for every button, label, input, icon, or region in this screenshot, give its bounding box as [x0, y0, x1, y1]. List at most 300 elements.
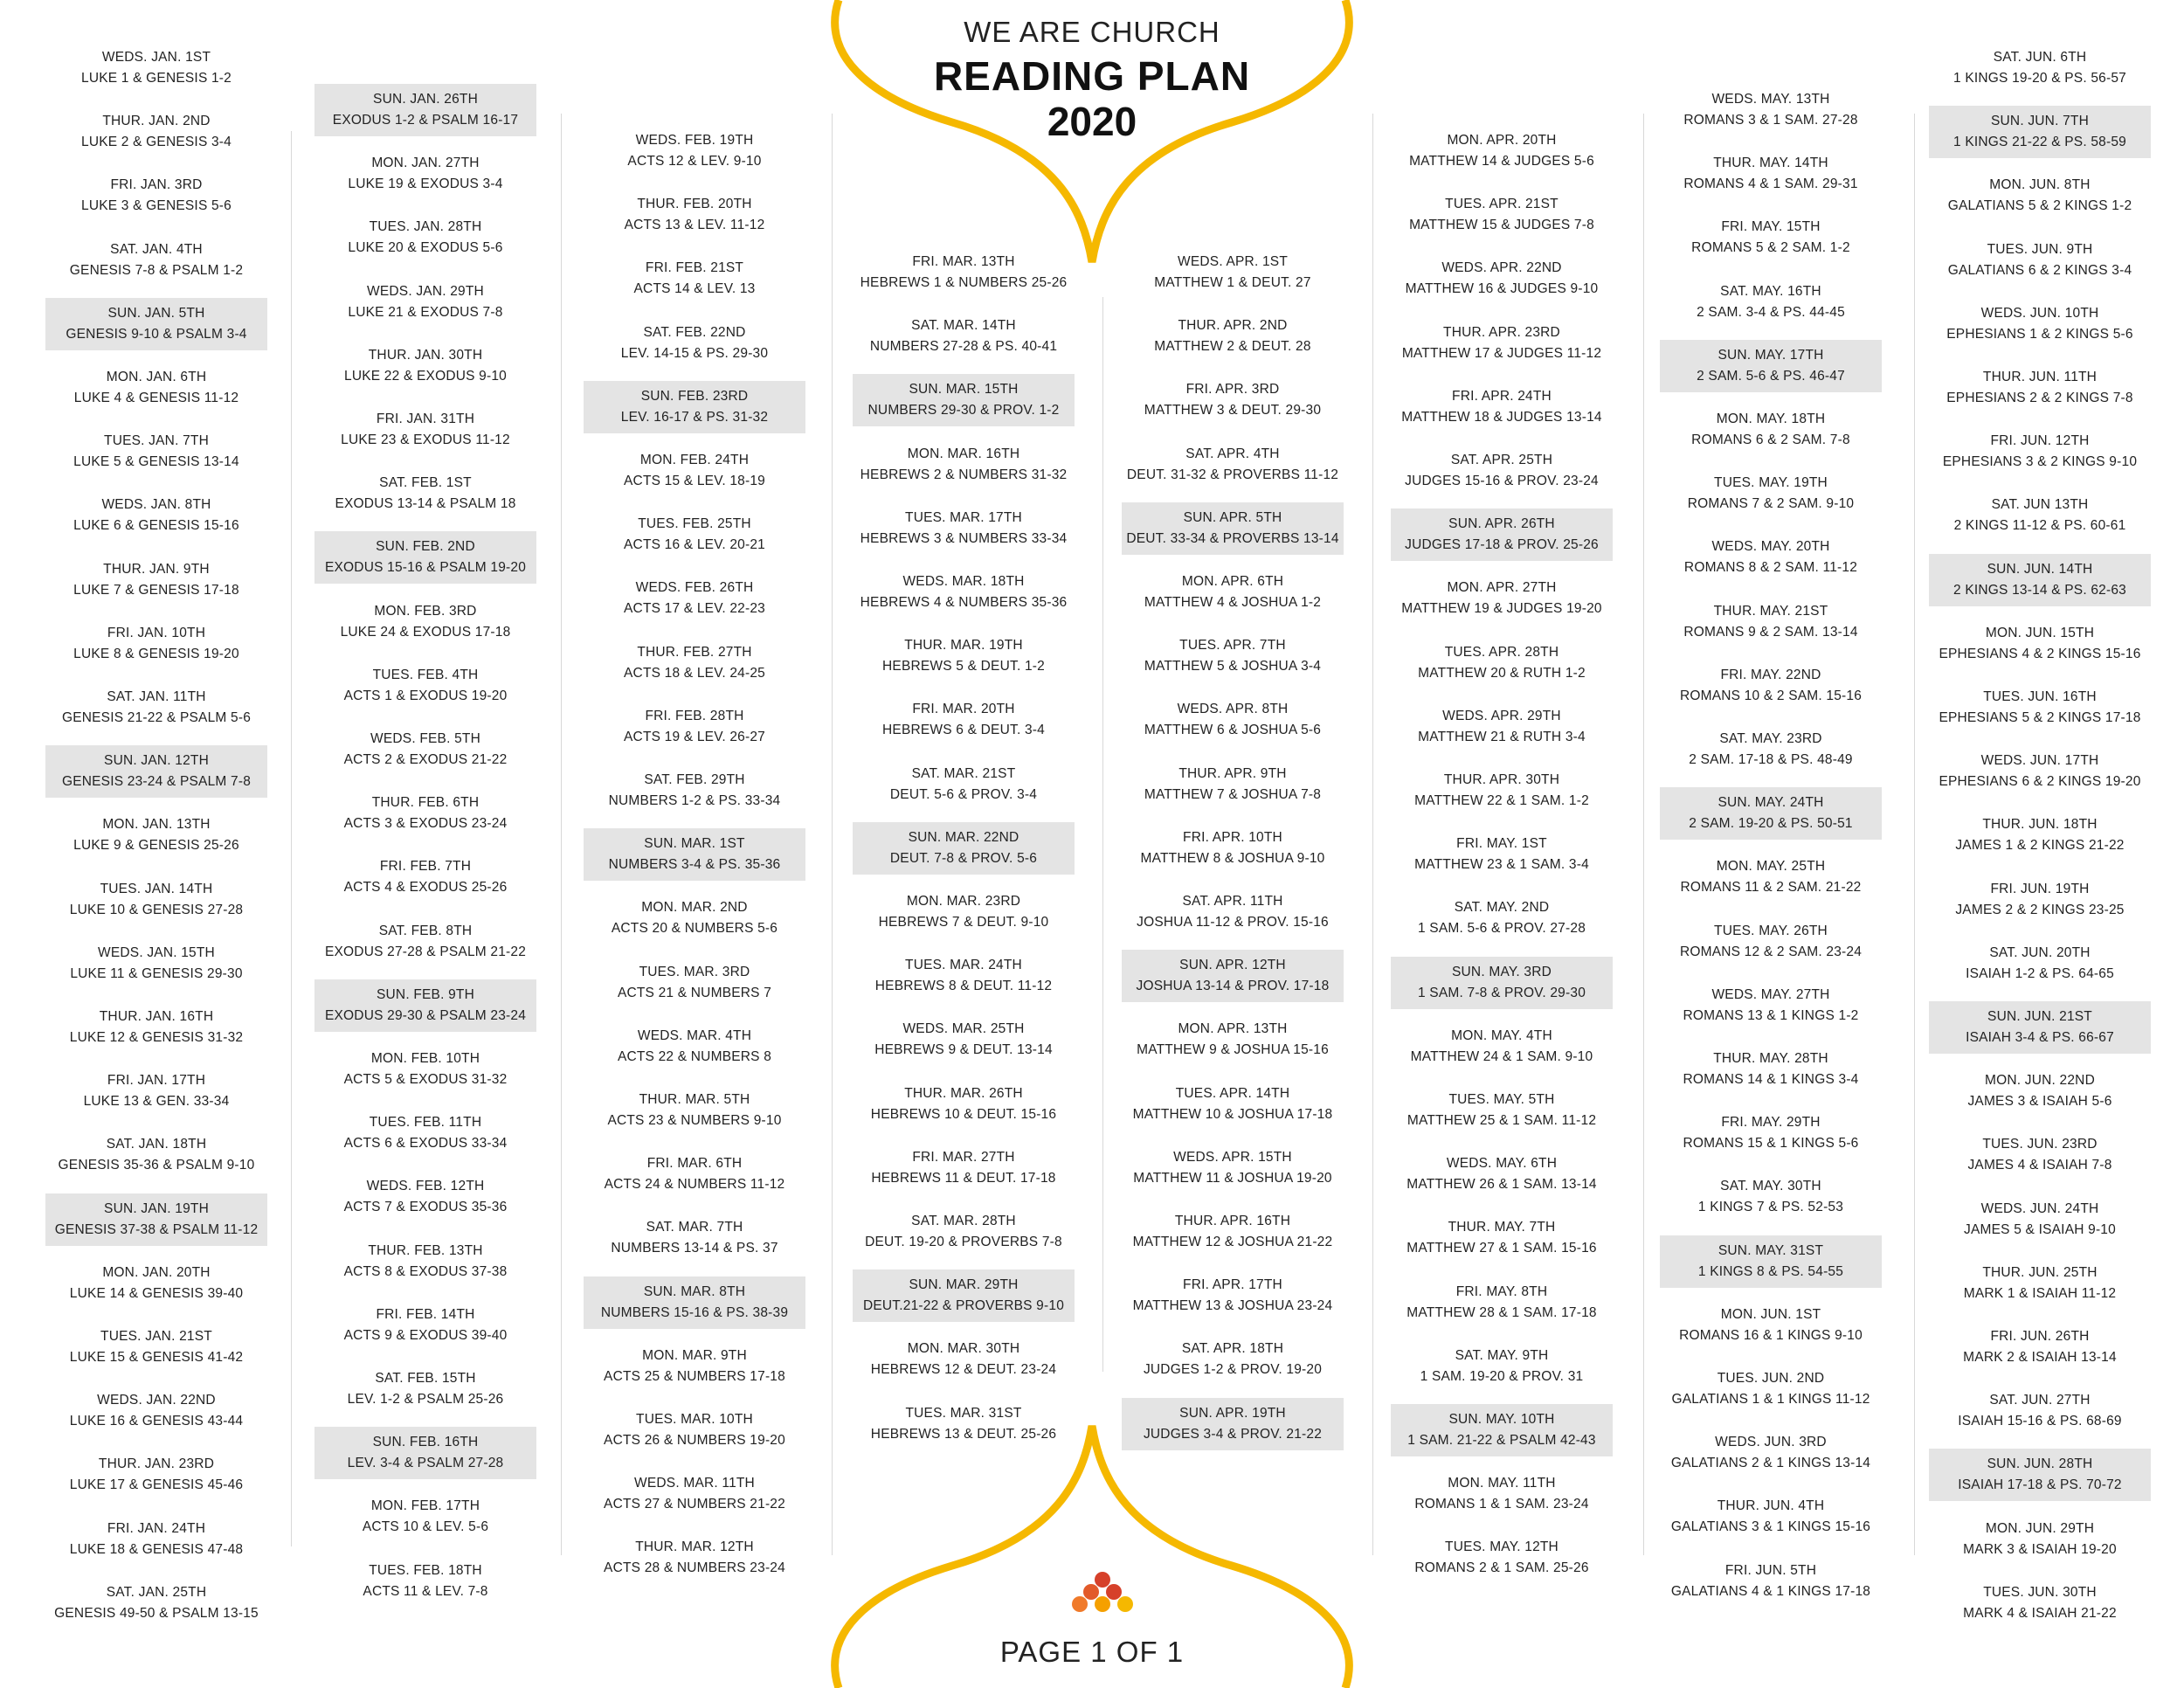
reading-entry [1122, 1206, 1344, 1258]
reading-entry [584, 508, 805, 561]
entry-date: TUES. FEB. 18TH [369, 1562, 482, 1578]
entry-date: SUN. JUN. 7TH [1991, 114, 2089, 129]
entry-reading: ROMANS 10 & 2 SAM. 15-16 [1679, 688, 1863, 703]
entry-date: SAT. MAR. 7TH [646, 1220, 743, 1235]
column-divider [1372, 114, 1373, 1555]
reading-column-7 [1660, 84, 1882, 1648]
entry-reading: ISAIAH 15-16 & PS. 68-69 [1958, 1414, 2122, 1429]
reading-entry [1391, 189, 1613, 241]
entry-date: SAT. JAN. 25TH [106, 1584, 207, 1600]
reading-column-8 [1929, 42, 2151, 1650]
entry-reading: LUKE 3 & GENESIS 5-6 [81, 198, 232, 214]
entry-date: THUR. FEB. 27TH [637, 644, 752, 660]
reading-entry [584, 1468, 805, 1520]
reading-entry [853, 246, 1075, 299]
sunday-reading-entry [1391, 957, 1613, 1009]
entry-date: TUES. MAY. 26TH [1714, 923, 1828, 938]
entry-date: THUR. FEB. 13TH [368, 1242, 483, 1258]
entry-date: MON. FEB. 10TH [370, 1051, 480, 1066]
entry-date: MON. MAY. 4TH [1451, 1027, 1552, 1043]
sunday-reading-entry [1391, 508, 1613, 561]
entry-reading: MATTHEW 8 & JOSHUA 9-10 [1140, 850, 1325, 866]
reading-entry [314, 148, 536, 200]
entry-date: THUR. JAN. 16TH [99, 1009, 214, 1024]
entry-date: FRI. FEB. 7TH [379, 859, 472, 875]
entry-date: THUR. FEB. 20TH [637, 197, 752, 212]
entry-date: TUES. FEB. 25TH [638, 516, 751, 532]
reading-entry [584, 1212, 805, 1264]
entry-reading: NUMBERS 15-16 & PS. 38-39 [600, 1304, 789, 1320]
entry-date: WEDS. MAY. 20TH [1711, 539, 1830, 555]
entry-date: THUR. JUN. 11TH [1982, 370, 2098, 384]
entry-reading: ROMANS 15 & 1 KINGS 5-6 [1683, 1136, 1859, 1152]
entry-reading: ACTS 12 & LEV. 9-10 [627, 154, 762, 169]
entry-reading: 1 KINGS 7 & PS. 52-53 [1697, 1200, 1844, 1215]
entry-reading: MATTHEW 11 & JOSHUA 19-20 [1133, 1170, 1332, 1186]
entry-reading: NUMBERS 27-28 & PS. 40-41 [869, 339, 1058, 355]
entry-date: WEDS. JUN. 17TH [1980, 753, 2099, 769]
entry-reading: ACTS 21 & NUMBERS 7 [617, 985, 772, 1000]
entry-reading: ACTS 19 & LEV. 26-27 [624, 729, 765, 744]
reading-entry [1660, 1043, 1882, 1096]
entry-date: THUR. MAR. 12TH [635, 1539, 754, 1555]
entry-reading: MATTHEW 5 & JOSHUA 3-4 [1144, 659, 1322, 675]
reading-entry [1929, 809, 2151, 861]
reading-entry [1929, 618, 2151, 670]
reading-column-4 [853, 246, 1075, 1470]
reading-entry [314, 211, 536, 264]
entry-date: SAT. MAY. 23RD [1719, 731, 1822, 746]
reading-entry [1929, 489, 2151, 542]
reading-entry [853, 1333, 1075, 1386]
entry-reading: NUMBERS 13-14 & PS. 37 [611, 1241, 778, 1256]
entry-date: SAT. APR. 18TH [1181, 1341, 1284, 1357]
reading-entry [1660, 404, 1882, 456]
entry-date: SAT. APR. 11TH [1182, 894, 1283, 909]
entry-reading: 1 SAM. 5-6 & PROV. 27-28 [1417, 921, 1586, 937]
column-divider [1102, 297, 1103, 1372]
entry-reading: GENESIS 21-22 & PSALM 5-6 [61, 710, 252, 725]
entry-date: TUES. JUN. 16TH [1983, 689, 2097, 704]
reading-entry [584, 1020, 805, 1073]
reading-entry [1391, 1276, 1613, 1329]
entry-date: SUN. JAN. 12TH [104, 753, 209, 769]
entry-date: SAT. JUN. 6TH [1993, 50, 2087, 65]
entry-reading: DEUT. 7-8 & PROV. 5-6 [889, 850, 1038, 866]
plan-year: 2020 [1047, 99, 1137, 144]
entry-date: SUN. APR. 12TH [1179, 958, 1286, 973]
entry-reading: EPHESIANS 2 & 2 KINGS 7-8 [1946, 391, 2133, 405]
entry-date: SUN. MAR. 22ND [908, 829, 1019, 845]
entry-reading: EXODUS 1-2 & PSALM 16-17 [332, 113, 519, 128]
entry-date: FRI. APR. 10TH [1183, 829, 1282, 845]
entry-reading: LUKE 23 & EXODUS 11-12 [341, 432, 510, 447]
entry-date: FRI. MAR. 13TH [912, 254, 1015, 269]
entry-date: THUR. APR. 30TH [1443, 772, 1560, 787]
entry-date: THUR. MAY. 14TH [1713, 156, 1828, 171]
entry-date: WEDS. APR. 8TH [1177, 702, 1289, 717]
entry-date: TUES. APR. 21ST [1445, 197, 1559, 212]
entry-date: TUES. JAN. 7TH [104, 433, 209, 449]
entry-date: WEDS. MAR. 11TH [634, 1476, 755, 1491]
reading-entry [314, 1491, 536, 1543]
entry-date: THUR. JAN. 23RD [98, 1456, 215, 1472]
reading-entry [1660, 1299, 1882, 1352]
entry-date: FRI. JUN. 26TH [1990, 1329, 2090, 1344]
entry-reading: DEUT. 31-32 & PROVERBS 11-12 [1126, 467, 1339, 482]
entry-date: SAT. APR. 25TH [1450, 453, 1553, 467]
entry-date: SUN. MAY. 24TH [1717, 795, 1824, 811]
entry-reading: ROMANS 16 & 1 KINGS 9-10 [1679, 1327, 1863, 1343]
reading-entry [1122, 694, 1344, 746]
entry-date: SAT. JAN. 4TH [110, 241, 203, 257]
entry-reading: HEBREWS 6 & DEUT. 3-4 [882, 723, 1045, 738]
reading-entry [314, 1171, 536, 1223]
reading-entry [1929, 681, 2151, 734]
reading-entry [314, 404, 536, 456]
reading-entry [1391, 892, 1613, 944]
entry-reading: MATTHEW 26 & 1 SAM. 13-14 [1406, 1177, 1597, 1193]
reading-entry [1122, 1269, 1344, 1322]
reading-entry [314, 1235, 536, 1288]
entry-date: SUN. APR. 26TH [1448, 516, 1555, 532]
entry-reading: HEBREWS 7 & DEUT. 9-10 [878, 915, 1049, 930]
entry-reading: JOSHUA 11-12 & PROV. 15-16 [1137, 915, 1329, 930]
entry-reading: EPHESIANS 3 & 2 KINGS 9-10 [1942, 454, 2138, 470]
entry-reading: ACTS 20 & NUMBERS 5-6 [611, 921, 778, 937]
entry-reading: MATTHEW 2 & DEUT. 28 [1154, 339, 1311, 355]
entry-reading: JAMES 5 & ISAIAH 9-10 [1964, 1221, 2116, 1237]
entry-date: THUR. MAR. 19TH [904, 638, 1023, 654]
reading-entry [45, 1577, 267, 1629]
reading-entry [853, 1013, 1075, 1066]
entry-reading: ROMANS 4 & 1 SAM. 29-31 [1683, 176, 1858, 192]
entry-reading: 2 SAM. 17-18 & PS. 48-49 [1689, 752, 1853, 767]
entry-reading: 2 SAM. 5-6 & PS. 46-47 [1697, 368, 1845, 384]
reading-entry [314, 1363, 536, 1415]
entry-date: MON. FEB. 17TH [370, 1498, 480, 1514]
entry-date: SUN. MAY. 17TH [1717, 347, 1824, 363]
entry-reading: JAMES 3 & ISAIAH 5-6 [1967, 1094, 2112, 1110]
entry-date: THUR. APR. 16TH [1174, 1214, 1291, 1228]
entry-reading: EPHESIANS 1 & 2 KINGS 5-6 [1946, 326, 2133, 342]
entry-reading: ROMANS 11 & 2 SAM. 21-22 [1680, 880, 1862, 896]
reading-entry [584, 1404, 805, 1456]
reading-entry [584, 701, 805, 753]
entry-date: THUR. JAN. 2ND [102, 114, 211, 129]
entry-date: SAT. FEB. 15TH [375, 1371, 476, 1386]
entry-reading: 2 SAM. 3-4 & PS. 44-45 [1697, 304, 1845, 320]
entry-date: SAT. APR. 4TH [1185, 446, 1280, 461]
entry-date: SUN. JUN. 21ST [1987, 1009, 2092, 1024]
entry-date: FRI. MAR. 20TH [912, 702, 1015, 717]
reading-entry [853, 566, 1075, 619]
entry-reading: DEUT. 19-20 & PROVERBS 7-8 [865, 1235, 1062, 1249]
entry-reading: LUKE 18 & GENESIS 47-48 [69, 1541, 244, 1557]
entry-date: SAT. MAR. 21ST [911, 765, 1016, 781]
entry-reading: JUDGES 17-18 & PROV. 25-26 [1405, 537, 1599, 553]
entry-date: TUES. MAY. 12TH [1445, 1539, 1559, 1555]
entry-reading: LUKE 7 & GENESIS 17-18 [73, 582, 239, 598]
entry-reading: ACTS 6 & EXODUS 33-34 [343, 1136, 508, 1152]
entry-reading: ROMANS 6 & 2 SAM. 7-8 [1691, 432, 1850, 447]
entry-reading: GENESIS 49-50 & PSALM 13-15 [54, 1605, 259, 1621]
entry-reading: HEBREWS 3 & NUMBERS 33-34 [860, 530, 1068, 546]
entry-reading: LUKE 21 & EXODUS 7-8 [348, 304, 503, 320]
entry-reading: EPHESIANS 6 & 2 KINGS 19-20 [1939, 774, 2141, 790]
entry-reading: ACTS 11 & LEV. 7-8 [363, 1583, 488, 1599]
reading-entry [314, 596, 536, 648]
sunday-reading-entry [853, 1269, 1075, 1322]
entry-reading: ACTS 22 & NUMBERS 8 [617, 1048, 772, 1064]
entry-date: MON. JUN. 15TH [1985, 625, 2095, 640]
reading-entry [1929, 425, 2151, 478]
entry-reading: HEBREWS 8 & DEUT. 11-12 [874, 979, 1053, 994]
entry-date: FRI. JAN. 10TH [107, 625, 206, 640]
reading-entry [853, 439, 1075, 491]
entry-reading: ACTS 23 & NUMBERS 9-10 [607, 1113, 782, 1128]
entry-reading: MATTHEW 6 & JOSHUA 5-6 [1144, 723, 1322, 738]
entry-date: WEDS. MAR. 4TH [637, 1027, 752, 1043]
entry-date: THUR. MAY. 7TH [1448, 1220, 1556, 1235]
entry-reading: MATTHEW 28 & 1 SAM. 17-18 [1406, 1304, 1597, 1320]
entry-reading: 2 KINGS 13-14 & PS. 62-63 [1953, 582, 2126, 598]
entry-date: SUN. MAY. 3RD [1452, 964, 1552, 979]
entry-date: SUN. FEB. 9TH [377, 986, 474, 1002]
reading-entry [1391, 1084, 1613, 1137]
sunday-reading-entry [1122, 950, 1344, 1002]
entry-date: MON. MAR. 9TH [642, 1347, 747, 1363]
reading-entry [1660, 723, 1882, 776]
entry-reading: LUKE 6 & GENESIS 15-16 [73, 518, 239, 534]
entry-reading: MATTHEW 3 & DEUT. 29-30 [1144, 403, 1322, 419]
reading-column-1 [45, 42, 267, 1650]
entry-reading: DEUT. 33-34 & PROVERBS 13-14 [1126, 530, 1339, 546]
entry-date: WEDS. JAN. 22ND [97, 1393, 216, 1408]
reading-entry [1391, 253, 1613, 305]
entry-date: THUR. FEB. 6TH [371, 795, 480, 811]
entry-reading: JUDGES 3-4 & PROV. 21-22 [1143, 1426, 1323, 1442]
sunday-reading-entry [1122, 502, 1344, 555]
entry-date: SUN. FEB. 2ND [376, 539, 475, 555]
brand-subtitle: WE ARE CHURCH [964, 16, 1220, 48]
entry-date: WEDS. MAR. 25TH [902, 1021, 1025, 1037]
entry-reading: ACTS 18 & LEV. 24-25 [624, 665, 765, 681]
entry-reading: MATTHEW 15 & JUDGES 7-8 [1409, 218, 1594, 233]
entry-reading: ROMANS 1 & 1 SAM. 23-24 [1414, 1497, 1589, 1512]
entry-reading: MATTHEW 23 & 1 SAM. 3-4 [1414, 857, 1589, 873]
entry-date: MON. MAY. 11TH [1448, 1476, 1556, 1491]
entry-reading: MARK 2 & ISAIAH 13-14 [1963, 1350, 2117, 1365]
entry-date: FRI. APR. 24TH [1452, 388, 1552, 404]
entry-date: SUN. MAY. 31ST [1717, 1242, 1824, 1258]
entry-reading: ACTS 25 & NUMBERS 17-18 [604, 1368, 785, 1384]
entry-reading: HEBREWS 13 & DEUT. 25-26 [870, 1426, 1057, 1442]
entry-reading: GENESIS 37-38 & PSALM 11-12 [54, 1221, 259, 1237]
reading-entry [853, 950, 1075, 1002]
entry-reading: ROMANS 5 & 2 SAM. 1-2 [1691, 240, 1850, 256]
entry-date: TUES. MAR. 10TH [636, 1412, 753, 1427]
entry-date: THUR. MAY. 28TH [1713, 1051, 1828, 1066]
entry-date: SAT. JUN. 27TH [1989, 1393, 2091, 1408]
entry-date: THUR. JUN. 25TH [1982, 1264, 2098, 1280]
entry-date: TUES. APR. 7TH [1179, 638, 1286, 654]
reading-entry [45, 1513, 267, 1566]
entry-date: THUR. MAR. 5TH [639, 1092, 750, 1107]
reading-column-2 [314, 84, 536, 1648]
entry-reading: GALATIANS 1 & 1 KINGS 11-12 [1671, 1392, 1870, 1407]
column-divider [1643, 114, 1644, 1555]
entry-date: SAT. MAY. 16TH [1720, 283, 1821, 299]
entry-date: TUES. JAN. 28TH [369, 219, 482, 235]
entry-reading: LUKE 15 & GENESIS 41-42 [69, 1350, 244, 1365]
entry-reading: ROMANS 2 & 1 SAM. 25-26 [1414, 1560, 1589, 1576]
entry-date: FRI. MAR. 27TH [912, 1149, 1015, 1165]
reading-entry [584, 637, 805, 689]
entry-reading: GENESIS 35-36 & PSALM 9-10 [58, 1158, 255, 1173]
sunday-reading-entry [853, 374, 1075, 426]
reading-entry [45, 618, 267, 670]
entry-reading: 1 SAM. 21-22 & PSALM 42-43 [1407, 1433, 1596, 1448]
entry-reading: ISAIAH 17-18 & PS. 70-72 [1958, 1477, 2122, 1493]
entry-date: SUN. MAR. 29TH [909, 1277, 1019, 1293]
entry-date: MON. APR. 20TH [1447, 133, 1557, 148]
reading-entry [1660, 596, 1882, 648]
entry-reading: NUMBERS 29-30 & PROV. 1-2 [867, 403, 1060, 419]
entry-date: THUR. JAN. 30TH [368, 347, 483, 363]
entry-reading: GENESIS 9-10 & PSALM 3-4 [66, 326, 247, 342]
entry-reading: 1 SAM. 7-8 & PROV. 29-30 [1417, 985, 1586, 1000]
entry-date: SAT. FEB. 22ND [643, 324, 746, 340]
entry-date: MON. FEB. 24TH [639, 453, 750, 467]
entry-reading: ROMANS 9 & 2 SAM. 13-14 [1683, 624, 1858, 640]
reading-entry [1122, 758, 1344, 811]
entry-reading: ACTS 16 & LEV. 20-21 [624, 537, 765, 553]
entry-date: WEDS. JUN. 3RD [1715, 1435, 1827, 1450]
reading-entry [45, 1449, 267, 1501]
reading-entry [1122, 1142, 1344, 1194]
reading-entry [314, 467, 536, 520]
entry-reading: LUKE 11 & GENESIS 29-30 [70, 965, 243, 981]
reading-entry [584, 125, 805, 177]
reading-column-6 [1391, 125, 1613, 1593]
entry-reading: JAMES 4 & ISAIAH 7-8 [1967, 1158, 2112, 1173]
entry-date: SUN. APR. 19TH [1179, 1405, 1286, 1421]
reading-entry [853, 886, 1075, 938]
reading-entry [45, 1385, 267, 1437]
reading-entry [853, 310, 1075, 363]
reading-entry [314, 1043, 536, 1096]
reading-entry [45, 1129, 267, 1181]
reading-entry [1122, 566, 1344, 619]
entry-date: FRI. MAY. 1ST [1456, 836, 1547, 852]
reading-entry [1929, 362, 2151, 414]
entry-reading: 1 KINGS 8 & PS. 54-55 [1697, 1263, 1844, 1279]
entry-date: WEDS. FEB. 19TH [635, 133, 754, 148]
entry-date: WEDS. JUN. 24TH [1980, 1200, 2099, 1216]
reading-entry [853, 630, 1075, 682]
entry-date: MON. MAR. 30TH [907, 1341, 1020, 1357]
entry-date: FRI. JAN. 3RD [110, 177, 203, 193]
entry-reading: LUKE 12 & GENESIS 31-32 [69, 1030, 244, 1045]
entry-date: TUES. MAY. 19TH [1714, 475, 1828, 491]
sunday-reading-entry [1929, 1449, 2151, 1501]
entry-reading: DEUT. 5-6 & PROV. 3-4 [889, 786, 1038, 802]
reading-entry [584, 764, 805, 817]
entry-reading: MATTHEW 19 & JUDGES 19-20 [1401, 601, 1602, 617]
entry-reading: LUKE 13 & GEN. 33-34 [83, 1094, 230, 1110]
entry-date: WEDS. JUN. 10TH [1980, 305, 2099, 321]
dots-triangle-logo-icon [1072, 1572, 1133, 1612]
entry-reading: ROMANS 14 & 1 KINGS 3-4 [1683, 1072, 1859, 1087]
reading-entry [314, 916, 536, 968]
reading-entry [1660, 84, 1882, 136]
entry-reading: ACTS 7 & EXODUS 35-36 [343, 1200, 508, 1215]
entry-date: FRI. MAY. 8TH [1455, 1283, 1548, 1299]
reading-entry [45, 554, 267, 606]
entry-date: WEDS. JAN. 8TH [101, 497, 211, 513]
entry-date: SUN. MAR. 15TH [909, 382, 1019, 398]
entry-reading: LUKE 17 & GENESIS 45-46 [69, 1477, 244, 1493]
entry-reading: JUDGES 15-16 & PROV. 23-24 [1405, 474, 1599, 488]
entry-reading: MATTHEW 9 & JOSHUA 15-16 [1137, 1042, 1329, 1058]
entry-reading: EXODUS 15-16 & PSALM 19-20 [324, 560, 527, 576]
entry-reading: HEBREWS 12 & DEUT. 23-24 [870, 1362, 1057, 1378]
sunday-reading-entry [853, 822, 1075, 875]
entry-date: SUN. MAY. 10TH [1448, 1412, 1555, 1427]
entry-date: MON. JUN. 22ND [1985, 1073, 2095, 1089]
entry-reading: GALATIANS 2 & 1 KINGS 13-14 [1670, 1456, 1871, 1471]
entry-reading: GALATIANS 4 & 1 KINGS 17-18 [1670, 1583, 1871, 1599]
reading-entry [1122, 310, 1344, 363]
entry-reading: LUKE 4 & GENESIS 11-12 [73, 391, 239, 405]
page-indicator: PAGE 1 OF 1 [999, 1636, 1185, 1668]
entry-reading: ACTS 28 & NUMBERS 23-24 [604, 1560, 785, 1576]
entry-date: FRI. MAY. 29TH [1721, 1115, 1821, 1131]
entry-reading: MATTHEW 25 & 1 SAM. 11-12 [1406, 1113, 1597, 1128]
entry-date: TUES. FEB. 4TH [372, 667, 479, 682]
reading-entry [314, 787, 536, 840]
column-divider [1914, 114, 1915, 1555]
entry-date: MON. JUN. 8TH [1989, 177, 2091, 193]
reading-entry [314, 340, 536, 392]
reading-entry [45, 1065, 267, 1117]
sunday-reading-entry [1929, 1001, 2151, 1054]
reading-entry [1122, 439, 1344, 491]
sunday-reading-entry [1660, 787, 1882, 840]
entry-date: WEDS. JAN. 29TH [367, 283, 484, 299]
entry-date: MON. MAR. 23RD [906, 894, 1021, 909]
reading-entry [853, 1206, 1075, 1258]
reading-entry [1929, 1257, 2151, 1310]
entry-reading: 1 SAM. 19-20 & PROV. 31 [1420, 1368, 1584, 1384]
reading-entry [1391, 317, 1613, 370]
entry-reading: HEBREWS 1 & NUMBERS 25-26 [860, 275, 1068, 290]
entry-reading: MATTHEW 21 & RUTH 3-4 [1418, 729, 1586, 744]
entry-date: WEDS. APR. 15TH [1173, 1149, 1292, 1165]
reading-entry [584, 1148, 805, 1200]
reading-entry [1660, 1363, 1882, 1415]
entry-date: MON. JUN. 1ST [1720, 1306, 1821, 1322]
entry-reading: ACTS 17 & LEV. 22-23 [624, 601, 765, 617]
entry-reading: MATTHEW 24 & 1 SAM. 9-10 [1410, 1048, 1593, 1064]
reading-entry [1929, 874, 2151, 926]
reading-entry [314, 723, 536, 776]
entry-reading: JAMES 2 & 2 KINGS 23-25 [1955, 902, 2125, 917]
reading-entry [1122, 1333, 1344, 1386]
entry-date: MON. JUN. 29TH [1985, 1520, 2095, 1536]
reading-entry [1122, 374, 1344, 426]
